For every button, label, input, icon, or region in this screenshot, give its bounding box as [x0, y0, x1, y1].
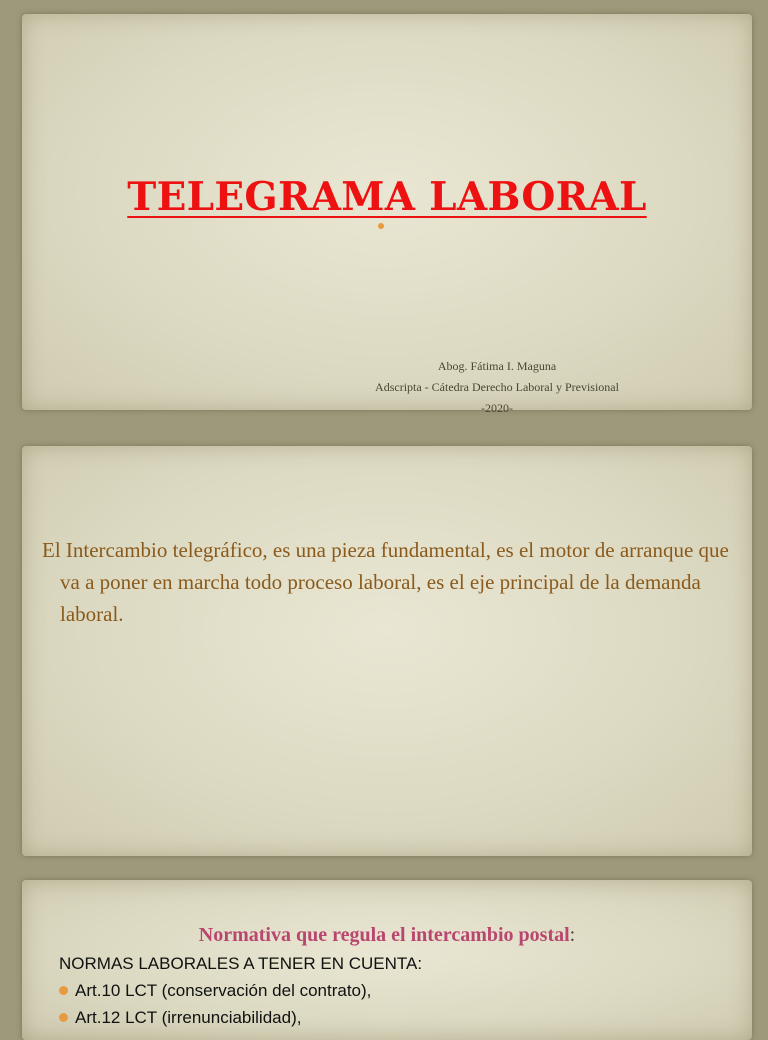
list-subheading: NORMAS LABORALES A TENER EN CUENTA:: [59, 954, 423, 973]
cover-slide: [22, 14, 752, 415]
section-heading-colon: :: [569, 924, 576, 946]
bullet-dot-icon: [59, 1013, 68, 1022]
section-heading: [22, 924, 752, 947]
section-heading-text: Normativa que regula el intercambio postal: [198, 924, 570, 946]
list-item-text: Art.12 LCT (irrenunciabilidad),: [75, 1008, 302, 1027]
slide-title: TELEGRAMA LABORAL: [127, 174, 647, 220]
year-label: -2020-: [481, 401, 513, 415]
list-item: [59, 1007, 371, 1029]
author-name: Abog. Fátima I. Maguna: [437, 359, 557, 373]
intro-paragraph: El Intercambio telegráfico, es una pieza fundamental, es el motor de arranque que va a poner en marcha todo proceso laboral, es el eje principal de la demanda laboral.: [42, 538, 729, 626]
list-item-text: Art.10 LCT (conservación del contrato),: [75, 981, 372, 1000]
normativa-slide: [22, 880, 752, 1040]
intro-slide: [22, 446, 752, 856]
bullet-dot-icon: [378, 223, 384, 229]
norms-list: [59, 980, 371, 1034]
list-item: [59, 980, 371, 1002]
bullet-dot-icon: [59, 986, 68, 995]
author-position: Adscripta - Cátedra Derecho Laboral y Previsional: [375, 380, 619, 394]
credits-block: [22, 356, 752, 419]
